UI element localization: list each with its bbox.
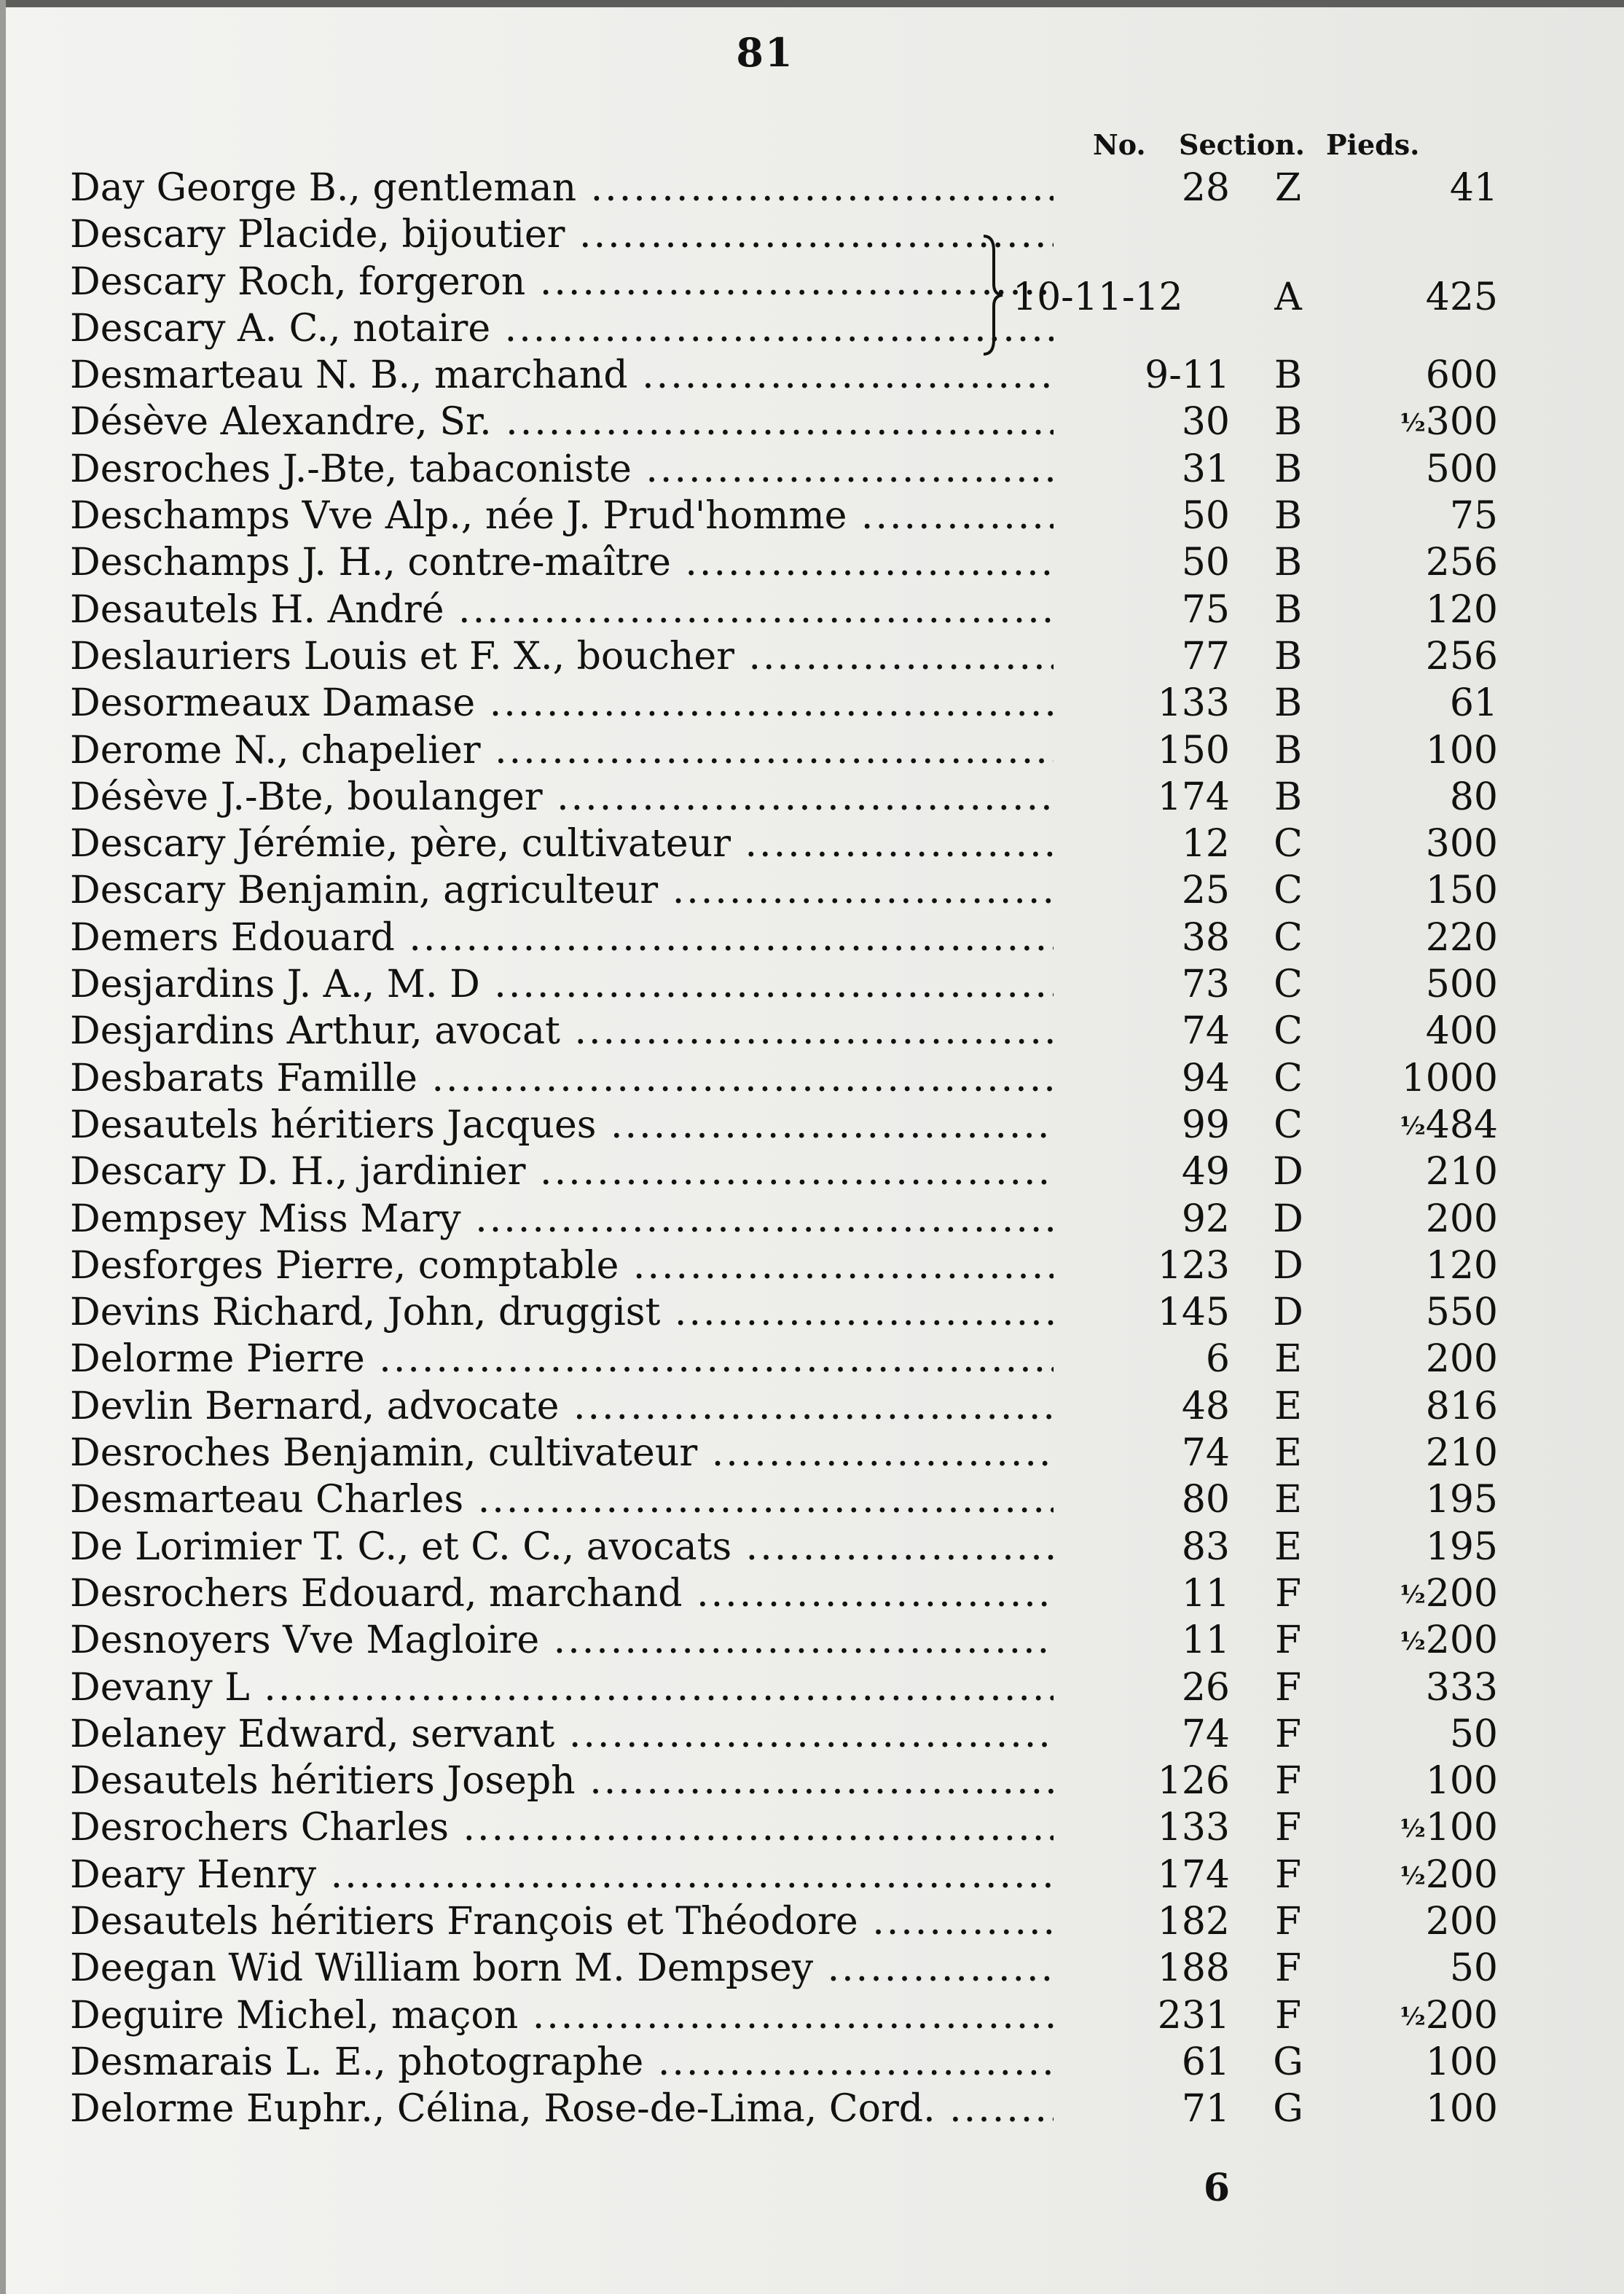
- entry-no: 94: [1181, 1056, 1230, 1100]
- entry-no: 49: [1181, 1150, 1230, 1194]
- entry-section: B: [1274, 353, 1303, 398]
- entry-pieds: [1352, 1852, 1498, 1900]
- table-row: [70, 961, 1498, 1008]
- entry-section: F: [1274, 1759, 1302, 1804]
- entry-section: B: [1274, 634, 1303, 678]
- table-row: [70, 1524, 1498, 1570]
- entry-section: D: [1273, 1243, 1303, 1288]
- entry-no: 11: [1181, 1571, 1230, 1616]
- scan-edge-top: [0, 0, 1624, 7]
- entry-no: 74: [1181, 1431, 1230, 1476]
- entry-pieds: [1352, 1617, 1498, 1665]
- entry-name: Desautels héritiers Joseph .....: [70, 1758, 1054, 1804]
- entry-pieds: [1352, 1476, 1498, 1523]
- entry-name: De Lorimier T. C., et C. C., avocats .....: [70, 1524, 1054, 1570]
- table-row: [70, 1289, 1498, 1336]
- entry-pieds: [1352, 539, 1498, 586]
- entry-no: 28: [1181, 166, 1230, 210]
- table-row: [70, 1804, 1498, 1851]
- entry-name: Demers Edouard .....: [70, 915, 1054, 961]
- grouped-pieds: 425: [1425, 275, 1498, 319]
- entry-pieds: [1352, 633, 1498, 680]
- table-row: [70, 727, 1498, 774]
- entry-pieds: [1352, 774, 1498, 821]
- entry-no: 99: [1181, 1103, 1230, 1147]
- entry-name: Descary Placide, bijoutier .....: [70, 211, 1054, 258]
- scan-edge-left: [0, 0, 6, 2294]
- entry-pieds-value: 200: [1425, 1852, 1498, 1897]
- table-row: [70, 1148, 1498, 1195]
- table-row: [70, 539, 1498, 586]
- entry-pieds: [1352, 1242, 1498, 1289]
- entry-name: Désève J.-Bte, boulanger .....: [70, 774, 1054, 821]
- entry-pieds: [1352, 2086, 1498, 2132]
- entry-section: F: [1274, 1946, 1302, 1991]
- entry-name: Desjardins Arthur, avocat .....: [70, 1008, 1054, 1054]
- table-row: [70, 305, 1440, 352]
- entry-section: C: [1274, 1103, 1303, 1147]
- entry-section: B: [1274, 728, 1303, 772]
- entry-no: 73: [1181, 963, 1230, 1007]
- entry-pieds-value: 210: [1425, 1431, 1498, 1476]
- fraction-half: ½: [1400, 1815, 1426, 1844]
- entry-no: 48: [1181, 1384, 1230, 1428]
- entry-section: Z: [1274, 166, 1302, 210]
- entry-pieds-value: 100: [1425, 1759, 1498, 1804]
- page-number: 81: [736, 29, 794, 76]
- entry-pieds-value: 100: [1425, 2087, 1498, 2131]
- entry-pieds: [1352, 1008, 1498, 1054]
- entry-pieds: [1352, 1196, 1498, 1242]
- entry-name: Desrochers Charles .....: [70, 1804, 1054, 1851]
- table-row: [70, 1430, 1498, 1476]
- entry-no: 188: [1157, 1946, 1230, 1991]
- entry-no: 174: [1157, 775, 1230, 819]
- entry-pieds-value: 500: [1425, 963, 1498, 1007]
- entry-name: Descary A. C., notaire .....: [70, 305, 1054, 352]
- entry-name: Descary Jérémie, père, cultivateur .....: [70, 821, 1054, 867]
- entry-no: 75: [1181, 587, 1230, 632]
- entry-pieds-value: 300: [1425, 400, 1498, 445]
- entry-name: Delaney Edward, servant .....: [70, 1711, 1054, 1758]
- entry-pieds: [1352, 821, 1498, 867]
- entry-section: C: [1274, 1009, 1303, 1054]
- entry-pieds: [1352, 165, 1498, 211]
- entry-name: Deslauriers Louis et F. X., boucher .....: [70, 633, 1054, 680]
- entry-pieds-value: 195: [1425, 1524, 1498, 1569]
- entry-section: C: [1274, 1056, 1303, 1100]
- entry-pieds: [1352, 1524, 1498, 1570]
- entry-pieds-value: 75: [1449, 494, 1498, 539]
- entry-pieds: [1352, 867, 1498, 914]
- entry-name: Derome N., chapelier .....: [70, 727, 1054, 774]
- entry-name: Desjardins J. A., M. D .....: [70, 961, 1054, 1008]
- entry-pieds-value: 100: [1425, 728, 1498, 772]
- entry-pieds: [1352, 1289, 1498, 1336]
- entry-name: Desmarteau N. B., marchand .....: [70, 352, 1054, 399]
- entry-no: 174: [1157, 1852, 1230, 1897]
- entry-name: Deary Henry .....: [70, 1852, 1054, 1898]
- table-row: [70, 493, 1498, 539]
- entry-pieds: [1352, 1336, 1498, 1382]
- entry-section: F: [1274, 1571, 1302, 1616]
- entry-name: Desnoyers Vve Magloire .....: [70, 1617, 1054, 1664]
- entry-pieds-value: 120: [1425, 587, 1498, 632]
- entry-name: Dempsey Miss Mary .....: [70, 1196, 1054, 1242]
- entry-no: 92: [1181, 1197, 1230, 1241]
- entry-pieds-value: 220: [1425, 915, 1498, 960]
- entry-name: Desmarais L. E., photographe .....: [70, 2039, 1054, 2086]
- entry-pieds: [1352, 1148, 1498, 1195]
- entry-no: 50: [1181, 494, 1230, 539]
- table-row: [70, 259, 1440, 305]
- table-row: [70, 446, 1498, 493]
- entry-pieds-value: 50: [1449, 1946, 1498, 1991]
- entry-section: F: [1274, 1852, 1302, 1897]
- entry-name: Desautels héritiers François et Théodore .....: [70, 1898, 1054, 1945]
- entry-name: Desautels H. André .....: [70, 587, 1054, 633]
- entry-name: Deguire Michel, maçon .....: [70, 1992, 1054, 2039]
- table-row: [70, 1758, 1498, 1804]
- fraction-half: ½: [1400, 1111, 1426, 1141]
- entry-section: B: [1274, 400, 1303, 445]
- table-row: [70, 399, 1498, 445]
- fraction-half: ½: [1400, 1861, 1426, 1891]
- table-row: [70, 680, 1498, 727]
- entry-name: Desbarats Famille .....: [70, 1055, 1054, 1102]
- table-row: [70, 1102, 1498, 1148]
- table-row: [70, 1617, 1498, 1664]
- table-row: [70, 1196, 1498, 1242]
- table-row: [70, 633, 1498, 680]
- entry-section: B: [1274, 775, 1303, 819]
- entry-pieds: [1352, 1430, 1498, 1476]
- entry-pieds: [1352, 493, 1498, 539]
- entry-name: Desormeaux Damase .....: [70, 680, 1054, 727]
- entry-pieds-value: 256: [1425, 634, 1498, 678]
- entry-name: Devins Richard, John, druggist .....: [70, 1289, 1054, 1336]
- entry-section: B: [1274, 541, 1303, 585]
- table-row: [70, 821, 1498, 867]
- entry-pieds: [1352, 1102, 1498, 1150]
- entry-pieds: [1352, 680, 1498, 727]
- entry-pieds: [1352, 727, 1498, 774]
- table-row: [70, 1852, 1498, 1898]
- entry-pieds-value: 500: [1425, 447, 1498, 491]
- entry-section: D: [1273, 1150, 1303, 1194]
- entry-no: 12: [1181, 822, 1230, 866]
- entry-name: Descary D. H., jardinier .....: [70, 1148, 1054, 1195]
- entry-pieds: [1352, 352, 1498, 399]
- header-pieds: Pieds.: [1326, 128, 1420, 161]
- entry-section: G: [1273, 2087, 1303, 2131]
- entry-no: 145: [1157, 1291, 1230, 1335]
- table-row: [70, 1992, 1498, 2039]
- entry-no: 80: [1181, 1478, 1230, 1522]
- brace-symbol: [981, 233, 1005, 357]
- entry-pieds-value: 600: [1425, 353, 1498, 398]
- entry-section: B: [1274, 447, 1303, 491]
- table-row: [70, 1664, 1498, 1711]
- entry-section: B: [1274, 681, 1303, 726]
- entry-section: E: [1274, 1384, 1302, 1428]
- entry-pieds-value: 333: [1425, 1665, 1498, 1710]
- entry-pieds-value: 400: [1425, 1009, 1498, 1054]
- fraction-half: ½: [1400, 1580, 1426, 1610]
- entry-pieds-value: 256: [1425, 541, 1498, 585]
- entry-section: B: [1274, 587, 1303, 632]
- entry-name: Devany L .....: [70, 1664, 1054, 1711]
- entry-pieds-value: 200: [1425, 1899, 1498, 1943]
- entry-no: 50: [1181, 541, 1230, 585]
- entry-section: D: [1273, 1291, 1303, 1335]
- entry-no: 30: [1181, 400, 1230, 445]
- entry-pieds: [1352, 961, 1498, 1008]
- entry-section: D: [1273, 1197, 1303, 1241]
- entry-pieds-value: 100: [1425, 1806, 1498, 1850]
- entry-no: 26: [1181, 1665, 1230, 1710]
- entry-no: 182: [1157, 1899, 1230, 1943]
- entry-section: F: [1274, 1806, 1302, 1850]
- entry-name: Deegan Wid William born M. Dempsey .....: [70, 1945, 1054, 1992]
- entry-section: C: [1274, 963, 1303, 1007]
- table-row: [70, 352, 1498, 399]
- entry-name: Delorme Euphr., Célina, Rose-de-Lima, Cord. .....: [70, 2086, 1054, 2132]
- entry-section: F: [1274, 1665, 1302, 1710]
- column-headers: [1093, 128, 1428, 165]
- table-row: [70, 1945, 1498, 1992]
- entry-pieds: [1352, 399, 1498, 447]
- entry-no: 25: [1181, 869, 1230, 913]
- table-row: [70, 1383, 1498, 1430]
- entry-pieds-value: 150: [1425, 869, 1498, 913]
- entry-no: 38: [1181, 915, 1230, 960]
- table-row: [70, 1008, 1498, 1054]
- entry-pieds-value: 300: [1425, 822, 1498, 866]
- entry-name: Désève Alexandre, Sr. .....: [70, 399, 1054, 445]
- header-no: No.: [1093, 128, 1146, 161]
- entry-no: 71: [1181, 2087, 1230, 2131]
- entry-name: Devlin Bernard, advocate .....: [70, 1383, 1054, 1430]
- entry-pieds-value: 484: [1425, 1103, 1498, 1147]
- entry-pieds: [1352, 587, 1498, 633]
- signature-mark: 6: [1203, 2166, 1231, 2210]
- entry-no: 61: [1181, 2040, 1230, 2084]
- entry-no: 126: [1157, 1759, 1230, 1804]
- entry-no: 83: [1181, 1524, 1230, 1569]
- entry-pieds: [1352, 1758, 1498, 1804]
- table-row: [70, 1336, 1498, 1382]
- entry-pieds-value: 61: [1449, 681, 1498, 726]
- entry-name: Desmarteau Charles .....: [70, 1476, 1054, 1523]
- entry-section: C: [1274, 869, 1303, 913]
- table-row: [70, 2086, 1498, 2132]
- entry-pieds-value: 80: [1449, 775, 1498, 819]
- entry-name: Deschamps J. H., contre-maître .....: [70, 539, 1054, 586]
- entry-name: Desforges Pierre, comptable .....: [70, 1242, 1054, 1289]
- entry-pieds-value: 200: [1425, 1337, 1498, 1382]
- entry-no: 77: [1181, 634, 1230, 678]
- entry-section: E: [1274, 1478, 1302, 1522]
- entry-name: Desrochers Edouard, marchand .....: [70, 1570, 1054, 1617]
- entry-section: B: [1274, 494, 1303, 539]
- entry-pieds: [1352, 1055, 1498, 1102]
- entry-pieds-value: 120: [1425, 1243, 1498, 1288]
- entry-pieds: [1352, 1711, 1498, 1758]
- entry-pieds-value: 550: [1425, 1291, 1498, 1335]
- entry-section: F: [1274, 1993, 1302, 2037]
- entry-pieds: [1352, 1898, 1498, 1945]
- entry-name: Deschamps Vve Alp., née J. Prud'homme .....: [70, 493, 1054, 539]
- entry-section: F: [1274, 1899, 1302, 1943]
- entry-pieds: [1352, 1804, 1498, 1852]
- table-row: [70, 2039, 1498, 2086]
- table-row: [70, 211, 1440, 258]
- entry-no: 150: [1157, 728, 1230, 772]
- table-row: [70, 1476, 1498, 1523]
- fraction-half: ½: [1400, 1627, 1426, 1657]
- entry-no: 74: [1181, 1712, 1230, 1756]
- entry-pieds-value: 50: [1449, 1712, 1498, 1756]
- table-row: [70, 587, 1498, 633]
- entry-section: F: [1274, 1618, 1302, 1663]
- table-row: [70, 165, 1498, 211]
- entry-pieds-value: 100: [1425, 2040, 1498, 2084]
- entry-no: 31: [1181, 447, 1230, 491]
- entry-pieds-value: 41: [1449, 166, 1498, 210]
- entry-name: Delorme Pierre .....: [70, 1336, 1054, 1382]
- entry-pieds-value: 210: [1425, 1150, 1498, 1194]
- entry-section: F: [1274, 1712, 1302, 1756]
- entry-pieds-value: 200: [1425, 1571, 1498, 1616]
- table-row: [70, 915, 1498, 961]
- entry-no: 231: [1157, 1993, 1230, 2037]
- table-row: [70, 774, 1498, 821]
- entry-section: E: [1274, 1431, 1302, 1476]
- entry-section: G: [1273, 2040, 1303, 2084]
- entry-pieds-value: 1000: [1401, 1056, 1498, 1100]
- table-row: [70, 1055, 1498, 1102]
- entry-pieds-value: 195: [1425, 1478, 1498, 1522]
- entry-pieds: [1352, 1383, 1498, 1430]
- grouped-section: A: [1274, 275, 1302, 319]
- entry-name: Day George B., gentleman .....: [70, 165, 1054, 211]
- table-row: [70, 1242, 1498, 1289]
- table-row: [70, 1711, 1498, 1758]
- entry-pieds-value: 200: [1425, 1618, 1498, 1663]
- entry-name: Descary Benjamin, agriculteur .....: [70, 867, 1054, 914]
- entry-section: C: [1274, 915, 1303, 960]
- entry-pieds-value: 200: [1425, 1197, 1498, 1241]
- entry-section: E: [1274, 1524, 1302, 1569]
- entry-no: 133: [1157, 1806, 1230, 1850]
- entry-name: Desautels héritiers Jacques .....: [70, 1102, 1054, 1148]
- entry-no: 6: [1205, 1337, 1230, 1382]
- entry-pieds: [1352, 1570, 1498, 1618]
- fraction-half: ½: [1400, 409, 1426, 439]
- entry-pieds-value: 816: [1425, 1384, 1498, 1428]
- entry-pieds: [1352, 915, 1498, 961]
- entry-no: 123: [1157, 1243, 1230, 1288]
- entry-name: Descary Roch, forgeron .....: [70, 259, 1054, 305]
- entry-pieds: [1352, 446, 1498, 493]
- entry-pieds-value: 200: [1425, 1993, 1498, 2037]
- entry-section: E: [1274, 1337, 1302, 1382]
- header-section: Section.: [1179, 128, 1305, 161]
- entry-pieds: [1352, 1992, 1498, 2040]
- entry-pieds: [1352, 1945, 1498, 1992]
- table-row: [70, 867, 1498, 914]
- fraction-half: ½: [1400, 2002, 1426, 2032]
- entry-section: C: [1274, 822, 1303, 866]
- entry-name: Desroches Benjamin, cultivateur .....: [70, 1430, 1054, 1476]
- entry-no: 9-11: [1145, 353, 1230, 398]
- table-row: [70, 1570, 1498, 1617]
- entry-no: 11: [1181, 1618, 1230, 1663]
- entry-name: Desroches J.-Bte, tabaconiste .....: [70, 446, 1054, 493]
- entry-pieds: [1352, 1664, 1498, 1711]
- entry-no: 133: [1157, 681, 1230, 726]
- entry-pieds: [1352, 2039, 1498, 2086]
- table-row: [70, 1898, 1498, 1945]
- grouped-no: 10-11-12: [1013, 275, 1183, 319]
- entry-no: 74: [1181, 1009, 1230, 1054]
